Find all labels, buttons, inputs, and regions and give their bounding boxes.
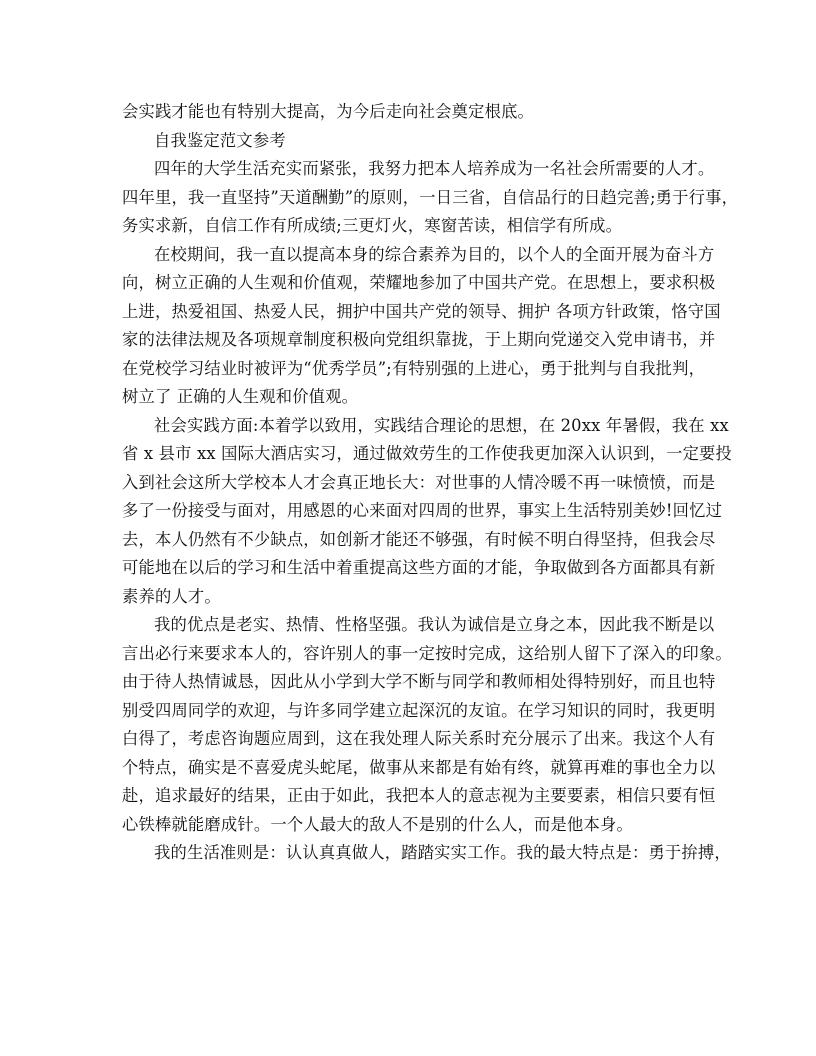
text-line: 赴，追求最好的结果，正由于如此，我把本人的意志视为主要要素，相信只要有恒 [122, 786, 716, 805]
text-line: 白得了，考虑咨询题应周到，这在我处理人际关系时充分展示了出来。我这个人有 [122, 729, 716, 748]
text-line: 会实践才能也有特别大提高，为今后走向社会奠定根底。 [122, 102, 535, 121]
text-line: 言出必行来要求本人的，容许别人的事一定按时完成，这给别人留下了深入的印象。 [122, 643, 732, 663]
text-line: 在校期间，我一直以提高本身的综合素养为目的，以个人的全面开展为奋斗方 [154, 244, 715, 264]
text-line: 心铁棒就能磨成针。一个人最大的敌人不是别的什么人，而是他本身。 [122, 814, 633, 834]
text-line: 省 x 县市 xx 国际大酒店实习，通过做效劳生的工作使我更加深入认识到，一定要投 [122, 444, 733, 463]
text-line: 多了一份接受与面对，用感恩的心来面对四周的世界，事实上生活特别美妙!回忆过 [122, 501, 723, 520]
text-line: 我的生活准则是：认认真真做人，踏踏实实工作。我的最大特点是：勇于拚搏， [154, 843, 731, 862]
text-line: 别受四周同学的欢迎，与许多同学建立起深沉的友谊。在学习知识的同时，我更明 [122, 700, 716, 720]
text-line: 个特点，确实是不喜爱虎头蛇尾，做事从来都是有始有终，就算再难的事也全力以 [122, 757, 716, 777]
text-line: 家的法律法规及各项规章制度积极向党组织靠拢，于上期向党递交入党申请书，并 [122, 330, 716, 349]
text-line: 树立了 正确的人生观和价值观。 [122, 387, 359, 406]
text-line: 上进，热爱祖国、热爱人民，拥护中国共产党的领导、拥护 各项方针政策，恪守国 [122, 301, 721, 321]
text-line: 向，树立正确的人生观和价值观，荣耀地参加了中国共产党。在思想上，要求积极 [122, 273, 716, 292]
text-line: 入到社会这所大学校本人才会真正地长大：对世事的人情冷暖不再一味愤愤，而是 [122, 472, 716, 492]
document-page [122, 98, 739, 868]
text-line: 社会实践方面:本着学以致用，实践结合理论的思想，在 20xx 年暑假，我在 xx [154, 415, 729, 435]
text-line: 务实求新，自信工作有所成绩;三更灯火，寒窗苦读，相信学有所成。 [122, 216, 623, 235]
text-line: 四年里，我一直坚持”天道酬勤”的原则，一日三省，自信品行的日趋完善;勇于行事， [122, 187, 739, 207]
text-line: 可能地在以后的学习和生活中着重提高这些方面的才能，争取做到各方面都具有新 [122, 558, 716, 577]
text-line: 我的优点是老实、热情、性格坚强。我认为诚信是立身之本，因此我不断是以 [154, 615, 715, 634]
text-line: 由于待人热情诚恳，因此从小学到大学不断与同学和教师相处得特别好，而且也特 [122, 672, 716, 691]
section-heading: 自我鉴定范文参考 [154, 130, 286, 150]
text-line: 四年的大学生活充实而紧张，我努力把本人培养成为一名社会所需要的人才。 [154, 159, 715, 178]
text-line: 去，本人仍然有不少缺点，如创新才能还不够强，有时候不明白得坚持，但我会尽 [122, 529, 716, 549]
text-line: 在党校学习结业时被评为“优秀学员”;有特别强的上进心，勇于批判与自我批判， [122, 358, 706, 378]
text-line: 素养的人才。 [122, 586, 221, 606]
